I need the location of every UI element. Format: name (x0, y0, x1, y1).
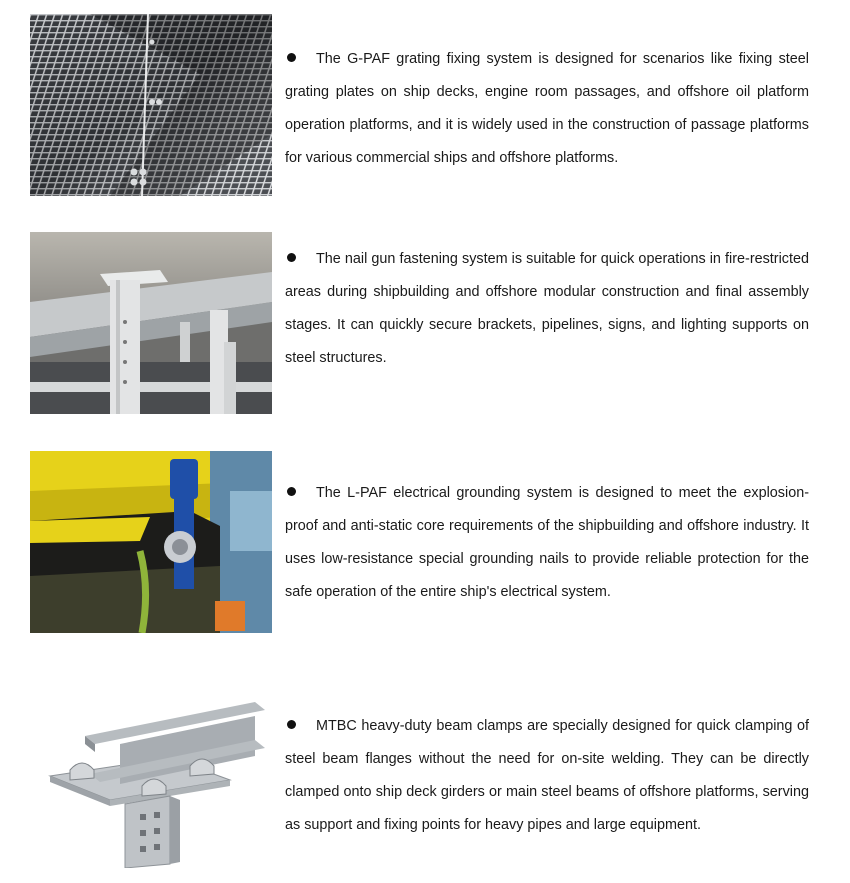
section-text (285, 43, 809, 175)
bullet-icon (287, 253, 296, 262)
section-text (285, 710, 809, 842)
section-text-content: MTBC heavy-duty beam clamps are specially designed for quick clamping of steel beam flanges without the need for on-site welding. They can be directly clamped onto ship deck girders or main steel beams of offshore platforms, serving as support and fixing points for heavy pipes and large equipment. (285, 718, 809, 833)
bullet-icon (287, 487, 296, 496)
bullet-icon (287, 720, 296, 729)
grounding-photo (30, 451, 272, 633)
beam-clamp-photo (30, 696, 272, 868)
bullet-icon (287, 53, 296, 62)
section-text-content: The G-PAF grating fixing system is designed for scenarios like fixing steel grating plates on ship decks, engine room passages, and offshore oil platform operation platforms, and it is widely used in the construction of passage platforms for various commercial ships and offshore platforms. (285, 51, 809, 166)
nail-gun-photo (30, 232, 272, 414)
section-text-content: The L-PAF electrical grounding system is designed to meet the explosion-proof and anti-static core requirements of the shipbuilding and offshore industry. It uses low-resistance special grounding nails to provide reliable protection for the safe operation of the entire ship's electrical system. (285, 485, 809, 600)
section-text (285, 477, 809, 609)
section-text-content: The nail gun fastening system is suitable for quick operations in fire-restricted areas during shipbuilding and offshore modular construction and final assembly stages. It can quickly secure brackets, pipelines, signs, and lighting supports on steel structures. (285, 251, 809, 366)
section-text (285, 243, 809, 375)
grating-photo (30, 14, 272, 196)
